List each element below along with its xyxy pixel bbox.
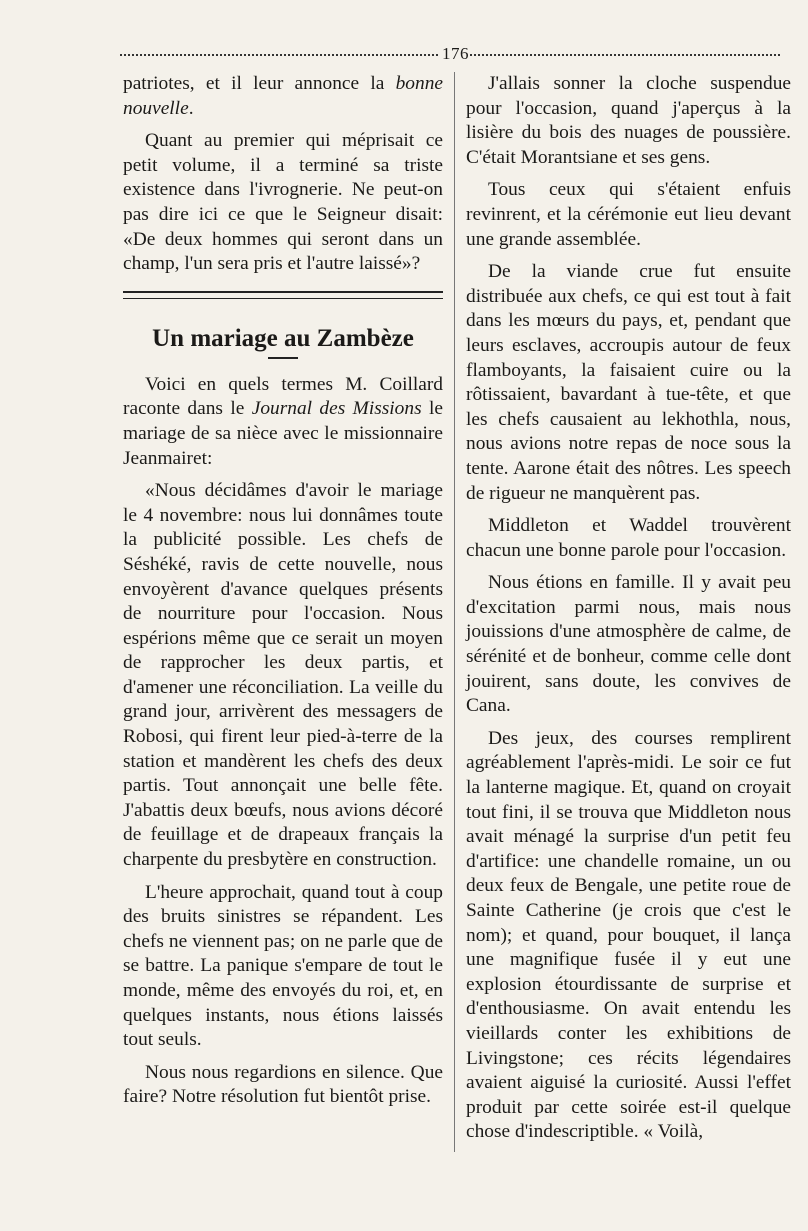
paragraph-text: le mariage de sa nièce avec le missionnaire Jeanmairet: [123,398,443,469]
title-dash [268,357,298,359]
paragraph-text: «Nous décidâmes d'avoir le mariage le 4 novembre: nous lui donnâmes toute la publicité possible. Les chefs de Séshéké, ravis de cette nouvelle, nous envoyèrent d'avance quelques présents de nourriture pour l'occasion. Nous espérions même que ce serait un moyen de rapprocher les deux partis, et d'amener une réconciliation. La veille du grand jour, arrivèrent des messagers de Robosi, qui firent leur pied-à-terre de la station et mandèrent les chefs des deux partis. Tout annonçait une belle fête. J'abattis deux bœufs, nous avions décoré de feuillage et de drapeaux français la charpente du presbytère en construction. [123,480,443,871]
article-title: Un mariage au Zambèze [152,324,414,352]
page-number: 176 [442,44,469,63]
paragraph [123,1061,443,1110]
paragraph [466,514,791,563]
paragraph [123,72,443,121]
paragraph [466,260,791,506]
paragraph-text: J'allais sonner la cloche suspendue pour l'occasion, quand j'aperçus à la lisière du bois des nuages de poussière. C'était Morantsiane et ses gens. [466,73,791,168]
paragraph-text: patriotes, et il leur annonce la [123,73,396,94]
left-column [123,72,443,1118]
article-body-right [466,72,791,1145]
paragraph [123,479,443,873]
paragraph-text: Quant au premier qui méprisait ce petit volume, il a terminé sa triste existence dans l'ivrognerie. Ne peut-on pas dire ici ce que le Seigneur disait: «De deux hommes qui seront dans un champ, l'un sera pris et l'autre laissé»? [123,130,443,275]
paragraph [466,571,791,719]
paragraph [123,881,443,1053]
paragraph-text: Voici en quels termes M. Coillard raconte dans le [123,373,443,420]
right-column [466,72,791,1153]
italic-text: Journal des Missions [251,398,422,420]
paragraph [466,178,791,252]
header-ornament-left [120,54,438,56]
paragraph-text: De la viande crue fut ensuite distribuée aux chefs, ce qui est tout à fait dans les mœurs du pays, et, pendant que leurs esclaves, accroupis autour de feux flamboyants, la faisaient cuire ou la rôtissaient, bavardant à tue-tête, et que les chefs causaient au lekhothla, nous, nous avions notre repas de noce sous la tente. Aarone était des nôtres. Les speech de rigueur ne manquèrent pas. [466,261,791,504]
left-column-intro [123,72,443,277]
page-header [120,44,780,68]
paragraph-text: Nous étions en famille. Il y avait peu d'excitation parmi nous, mais nous jouissions d'une atmosphère de calme, de sérénité et de bonheur, comme celle dont jouirent, sans doute, les convives de Cana. [466,572,791,717]
paragraph [466,727,791,1145]
section-divider [123,291,443,299]
paragraph-text: Middleton et Waddel trouvèrent chacun une bonne parole pour l'occasion. [466,515,791,561]
paragraph-text: Nous nous regardions en silence. Que faire? Notre résolution fut bientôt prise. [123,1061,443,1108]
paragraph-text: L'heure approchait, quand tout à coup des bruits sinistres se répandent. Les chefs ne viennent pas; on ne parle que de se battre. La panique s'empare de tout le monde, même des envoyés du roi, et, en quelques instants, nous étions laissés tout seuls. [123,881,443,1051]
paragraph [123,373,443,471]
paragraph-text: Tous ceux qui s'étaient enfuis revinrent, et la cérémonie eut lieu devant une grande assemblée. [466,179,791,250]
article-body-left [123,373,443,1110]
paragraph [466,72,791,170]
paragraph-text: Des jeux, des courses remplirent agréablement l'après-midi. Le soir ce fut la lanterne magique. Et, quand on croyait tout fini, il se trouva que Middleton nous avait ménagé la surprise d'un petit feu d'artifice: une chandelle romaine, un ou deux feux de Bengale, une petite roue de Sainte Catherine (je crois que c'est le nom); et quand, pour bouquet, il lança une magnifique fusée il y eut une explosion étourdissante de surprise et d'enthousiasme. On avait entendu les vieillards conter les exhibitions de Livingstone; ces récits légendaires avaient aiguisé la curiosité. Aussi l'effet produit par cette soirée est-il quelque chose d'indescriptible. « Voilà, [466,727,791,1143]
italic-text: bonne nouvelle [123,73,443,119]
paragraph-text: . [188,97,194,119]
header-ornament-right [470,54,780,56]
column-divider [454,72,455,1152]
paragraph [123,129,443,277]
